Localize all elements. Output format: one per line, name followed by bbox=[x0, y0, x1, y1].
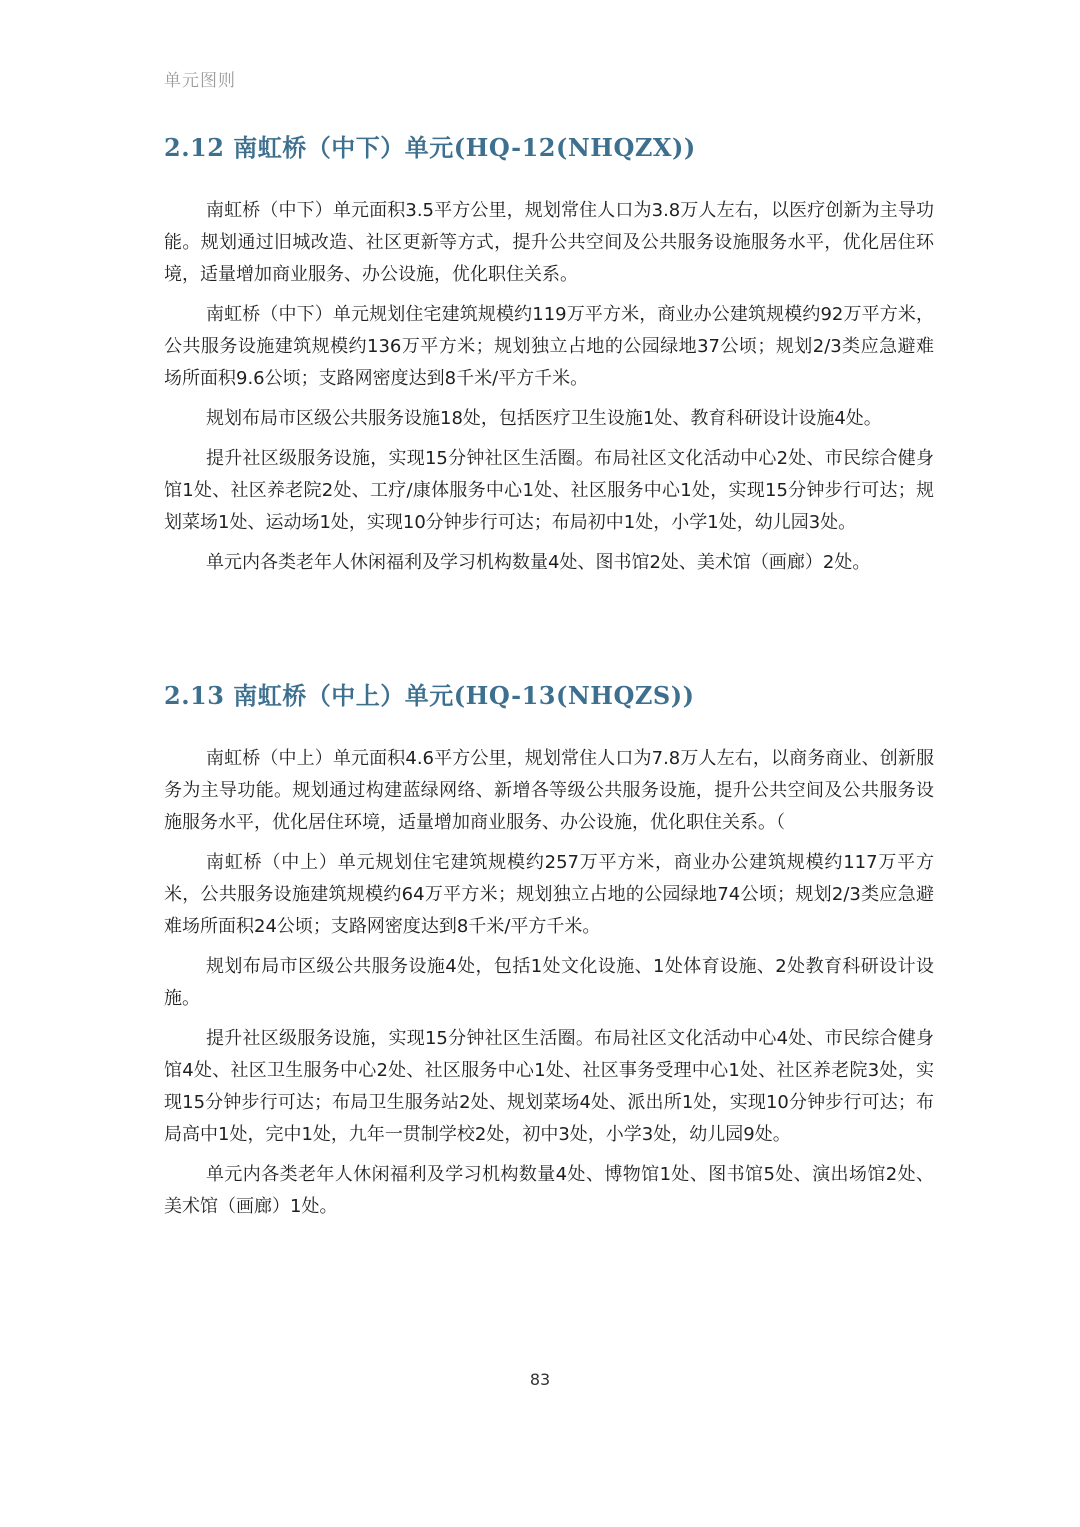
paragraph: 南虹桥（中上）单元规划住宅建筑规模约257万平方米，商业办公建筑规模约117万平方米，公共服务设施建筑规模约64万平方米；规划独立占地的公园绿地74公顷；规划2/3类应急避难场所面积24公顷；支路网密度达到8千米/平方千米。 bbox=[164, 852, 934, 937]
section-2-12 bbox=[164, 128, 934, 579]
running-header: 单元图则 bbox=[164, 71, 236, 91]
page-number: 83 bbox=[529, 1370, 551, 1389]
paragraph: 提升社区级服务设施，实现15分钟社区生活圈。布局社区文化活动中心4处、市民综合健身馆4处、社区卫生服务中心2处、社区服务中心1处、社区事务受理中心1处、社区养老院3处，实现15分钟步行可达；布局卫生服务站2处、规划菜场4处、派出所1处，实现10分钟步行可达；布局高中1处，完中1处，九年一贯制学校2处，初中3处，小学3处，幼儿园9处。 bbox=[164, 1028, 934, 1145]
paragraph: 提升社区级服务设施，实现15分钟社区生活圈。布局社区文化活动中心2处、市民综合健身馆1处、社区养老院2处、工疗/康体服务中心1处、社区服务中心1处，实现15分钟步行可达；规划菜场1处、运动场1处，实现10分钟步行可达；布局初中1处，小学1处，幼儿园3处。 bbox=[164, 448, 934, 533]
paragraph: 规划布局市区级公共服务设施18处，包括医疗卫生设施1处、教育科研设计设施4处。 bbox=[206, 408, 882, 429]
paragraph: 单元内各类老年人休闲福利及学习机构数量4处、图书馆2处、美术馆（画廊）2处。 bbox=[206, 552, 871, 573]
paragraph: 单元内各类老年人休闲福利及学习机构数量4处、博物馆1处、图书馆5处、演出场馆2处、美术馆（画廊）1处。 bbox=[164, 1164, 934, 1217]
paragraph: 南虹桥（中下）单元规划住宅建筑规模约119万平方米，商业办公建筑规模约92万平方米，公共服务设施建筑规模约136万平方米；规划独立占地的公园绿地37公顷；规划2/3类应急避难场所面积9.6公顷；支路网密度达到8千米/平方千米。 bbox=[164, 304, 934, 389]
section-title: 2.12 南虹桥（中下）单元(HQ-12(NHQZX)) bbox=[164, 133, 696, 162]
section-title: 2.13 南虹桥（中上）单元(HQ-13(NHQZS)) bbox=[164, 681, 695, 710]
paragraph: 南虹桥（中上）单元面积4.6平方公里，规划常住人口为7.8万人左右，以商务商业、创新服务为主导功能。规划通过构建蓝绿网络、新增各等级公共服务设施，提升公共空间及公共服务设施服务水平，优化居住环境，适量增加商业服务、办公设施，优化职住关系。（ bbox=[164, 748, 934, 833]
section-2-13 bbox=[164, 676, 934, 1223]
paragraph: 规划布局市区级公共服务设施4处，包括1处文化设施、1处体育设施、2处教育科研设计设施。 bbox=[164, 956, 934, 1009]
paragraph: 南虹桥（中下）单元面积3.5平方公里，规划常住人口为3.8万人左右，以医疗创新为主导功能。规划通过旧城改造、社区更新等方式，提升公共空间及公共服务设施服务水平，优化居住环境，适量增加商业服务、办公设施，优化职住关系。 bbox=[164, 200, 934, 285]
